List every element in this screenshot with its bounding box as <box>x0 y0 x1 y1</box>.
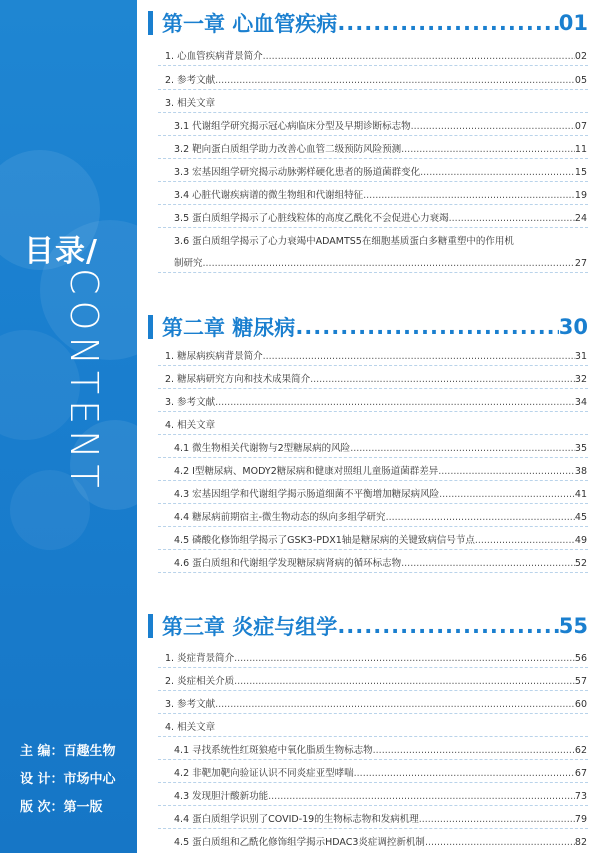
leader-dots <box>350 443 575 454</box>
toc-entry[interactable] <box>174 788 587 802</box>
toc-entry-title: 3. 参考文献 <box>165 699 216 710</box>
toc-entry-page: 49 <box>574 535 587 546</box>
toc-entry-page: 60 <box>574 699 587 710</box>
leader-dots <box>203 258 575 269</box>
toc-entry-title: 4.2 非靶加靶向验证认识不同炎症亚型哮喘 <box>174 768 354 779</box>
divider <box>158 503 588 504</box>
toc-entry[interactable] <box>165 394 587 408</box>
contents-title-en <box>62 268 122 548</box>
editor-label: 主 编：百趣生物 <box>20 744 116 759</box>
leader-dots <box>263 51 575 62</box>
toc-entry[interactable] <box>174 742 587 756</box>
design-label: 设 计：市场中心 <box>20 772 116 787</box>
toc-entry-page: 35 <box>574 443 587 454</box>
toc-entry-page: 67 <box>574 768 587 779</box>
chapter-marker <box>148 614 153 638</box>
toc-entry[interactable] <box>174 255 587 269</box>
chapter-page: 30 <box>558 315 588 339</box>
divider <box>158 736 588 737</box>
divider <box>158 204 588 205</box>
toc-entry-page: 56 <box>574 653 587 664</box>
toc-entry-title: 4.5 蛋白质组和乙酰化修饰组学揭示HDAC3炎症调控新机制 <box>174 837 425 848</box>
leader-dots <box>234 676 575 687</box>
chapter-heading[interactable] <box>148 611 588 641</box>
leader-dots <box>449 213 575 224</box>
divider <box>158 759 588 760</box>
divider <box>158 572 588 573</box>
toc-entry-page: 07 <box>574 121 587 132</box>
leader-dots <box>337 11 558 35</box>
toc-entry[interactable] <box>165 417 587 431</box>
leader-dots <box>354 768 575 779</box>
contents-title-en-text: CONTENT <box>62 268 106 494</box>
toc-entry-page: 24 <box>574 213 587 224</box>
toc-entry-page: 62 <box>574 745 587 756</box>
toc-entry-page: 45 <box>574 512 587 523</box>
divider <box>158 411 588 412</box>
toc-entry-title: 3.4 心脏代谢疾病谱的微生物组和代谢组特征 <box>174 190 364 201</box>
divider <box>158 480 588 481</box>
toc-entry-title: 3. 参考文献 <box>165 397 216 408</box>
toc-entry[interactable] <box>174 811 587 825</box>
leader-dots <box>475 535 575 546</box>
leader-dots <box>401 558 575 569</box>
divider <box>158 158 588 159</box>
divider <box>158 457 588 458</box>
contents-title-cn: 目录/ <box>24 234 98 269</box>
toc-entry-title: 1. 心血管疾病背景简介 <box>165 51 263 62</box>
toc-entry-title: 3.1 代谢组学研究揭示冠心病临床分型及早期诊断标志物 <box>174 121 411 132</box>
chapter-heading[interactable] <box>148 312 588 342</box>
toc-entry-title: 4. 相关文章 <box>165 722 216 733</box>
toc-entry-page: 11 <box>574 144 587 155</box>
chapter-marker <box>148 315 153 339</box>
divider <box>158 112 588 113</box>
toc-entry[interactable] <box>165 673 587 687</box>
leader-dots <box>363 190 575 201</box>
divider <box>158 388 588 389</box>
toc-entry-page: 38 <box>574 466 587 477</box>
toc-entry[interactable] <box>174 834 587 848</box>
toc-entry[interactable] <box>165 371 587 385</box>
leader-dots <box>411 121 575 132</box>
toc-entry-title: 3.2 靶向蛋白质组学助力改善心血管二级预防风险预测 <box>174 144 402 155</box>
toc-entry-title: 4.2 I型糖尿病、MODY2糖尿病和健康对照组儿童肠道菌群差异 <box>174 466 439 477</box>
divider <box>158 805 588 806</box>
chapter-marker <box>148 11 153 35</box>
toc-entry[interactable] <box>174 210 587 224</box>
divider <box>158 434 588 435</box>
toc-entry[interactable] <box>174 118 587 132</box>
toc-entry-page: 31 <box>574 351 587 362</box>
toc-entry-page: 41 <box>574 489 587 500</box>
toc-entry[interactable] <box>165 72 587 86</box>
leader-dots <box>337 614 558 638</box>
toc-entry-page: 27 <box>574 258 587 269</box>
divider <box>158 828 588 829</box>
toc-entry-title: 4. 相关文章 <box>165 420 216 431</box>
toc-entry[interactable] <box>174 532 587 546</box>
toc-entry-page: 52 <box>574 558 587 569</box>
toc-entry[interactable] <box>165 95 587 109</box>
edition-label: 版 次：第一版 <box>20 800 103 815</box>
toc-entry[interactable] <box>174 486 587 500</box>
leader-dots <box>215 397 575 408</box>
leader-dots <box>373 745 575 756</box>
toc-entry-page: 73 <box>574 791 587 802</box>
divider <box>158 65 588 66</box>
chapter-heading[interactable] <box>148 8 588 38</box>
toc-entry[interactable] <box>174 555 587 569</box>
toc-entry-page: 34 <box>574 397 587 408</box>
leader-dots <box>295 315 558 339</box>
toc-entry-page: 79 <box>574 814 587 825</box>
toc-entry[interactable] <box>165 48 587 62</box>
toc-entry-title: 2. 炎症相关介质 <box>165 676 235 687</box>
leader-dots <box>386 512 575 523</box>
toc-entry-title: 3. 相关文章 <box>165 98 216 109</box>
leader-dots <box>234 653 575 664</box>
toc-entry-page: 32 <box>574 374 587 385</box>
sidebar-panel <box>0 0 137 853</box>
toc-entry[interactable] <box>165 650 587 664</box>
toc-entry-title: 1. 糖尿病疾病背景简介 <box>165 351 263 362</box>
divider <box>158 782 588 783</box>
toc-entry[interactable] <box>174 187 587 201</box>
toc-entry-page: 02 <box>574 51 587 62</box>
toc-entry[interactable] <box>174 440 587 454</box>
toc-entry-title: 4.1 微生物相关代谢物与2型糖尿病的风险 <box>174 443 351 454</box>
leader-dots <box>425 837 575 848</box>
chapter-title: 第二章 糖尿病 <box>162 316 296 340</box>
toc-entry-page: 82 <box>574 837 587 848</box>
leader-dots <box>439 489 575 500</box>
toc-entry-title[interactable]: 3.6 蛋白质组学揭示了心力衰竭中ADAMTS5在细胞基质蛋白多糖重塑中的作用机 <box>174 236 514 247</box>
toc-entry-title: 制研究 <box>174 258 203 269</box>
divider <box>158 365 588 366</box>
leader-dots <box>215 75 575 86</box>
divider <box>158 713 588 714</box>
divider <box>158 135 588 136</box>
chapter-title: 第一章 心血管疾病 <box>162 12 338 36</box>
divider <box>158 667 588 668</box>
toc-entry-title: 4.6 蛋白质组和代谢组学发现糖尿病肾病的循环标志物 <box>174 558 402 569</box>
divider <box>158 227 588 228</box>
toc-entry[interactable] <box>174 164 587 178</box>
toc-entry-page: 57 <box>574 676 587 687</box>
divider <box>158 690 588 691</box>
divider <box>158 272 588 273</box>
chapter-page: 55 <box>558 614 588 638</box>
toc-entry-title: 4.5 磷酸化修饰组学揭示了GSK3-PDX1轴是糖尿病的关键致病信号节点 <box>174 535 475 546</box>
toc-entry[interactable] <box>165 719 587 733</box>
divider <box>158 181 588 182</box>
toc-entry[interactable] <box>174 509 587 523</box>
leader-dots <box>401 144 575 155</box>
toc-entry-title: 4.1 寻找系统性红斑狼疮中氧化脂质生物标志物 <box>174 745 373 756</box>
toc-entry-title: 1. 炎症背景简介 <box>165 653 235 664</box>
leader-dots <box>420 167 575 178</box>
divider <box>158 526 588 527</box>
toc-entry-title: 3.5 蛋白质组学揭示了心脏线粒体的高度乙酰化不会促进心力衰竭 <box>174 213 449 224</box>
toc-entry-page: 05 <box>574 75 587 86</box>
toc-entry-title: 4.3 发现胆汁酸新功能 <box>174 791 269 802</box>
chapter-title: 第三章 炎症与组学 <box>162 615 338 639</box>
toc-entry[interactable] <box>165 348 587 362</box>
leader-dots <box>215 699 575 710</box>
divider <box>158 89 588 90</box>
chapter-page: 01 <box>558 11 588 35</box>
toc-entry-title: 4.4 蛋白质组学识别了COVID-19的生物标志物和发病机理 <box>174 814 419 825</box>
toc-entry-page: 15 <box>574 167 587 178</box>
toc-entry[interactable] <box>174 765 587 779</box>
divider <box>158 549 588 550</box>
leader-dots <box>438 466 575 477</box>
toc-entry-title: 3.3 宏基因组学研究揭示动脉粥样硬化患者的肠道菌群变化 <box>174 167 421 178</box>
toc-entry[interactable] <box>165 696 587 710</box>
toc-entry-title: 2. 糖尿病研究方向和技术成果简介 <box>165 374 311 385</box>
toc-entry-title: 4.3 宏基因组学和代谢组学揭示肠道细菌不平衡增加糖尿病风险 <box>174 489 440 500</box>
toc-entry-title: 2. 参考文献 <box>165 75 216 86</box>
toc-entry[interactable] <box>174 141 587 155</box>
toc-entry[interactable] <box>174 463 587 477</box>
leader-dots <box>419 814 575 825</box>
leader-dots <box>310 374 575 385</box>
leader-dots <box>263 351 575 362</box>
leader-dots <box>268 791 575 802</box>
toc-entry-title: 4.4 糖尿病前期宿主-微生物动态的纵向多组学研究 <box>174 512 386 523</box>
toc-entry-page: 19 <box>574 190 587 201</box>
